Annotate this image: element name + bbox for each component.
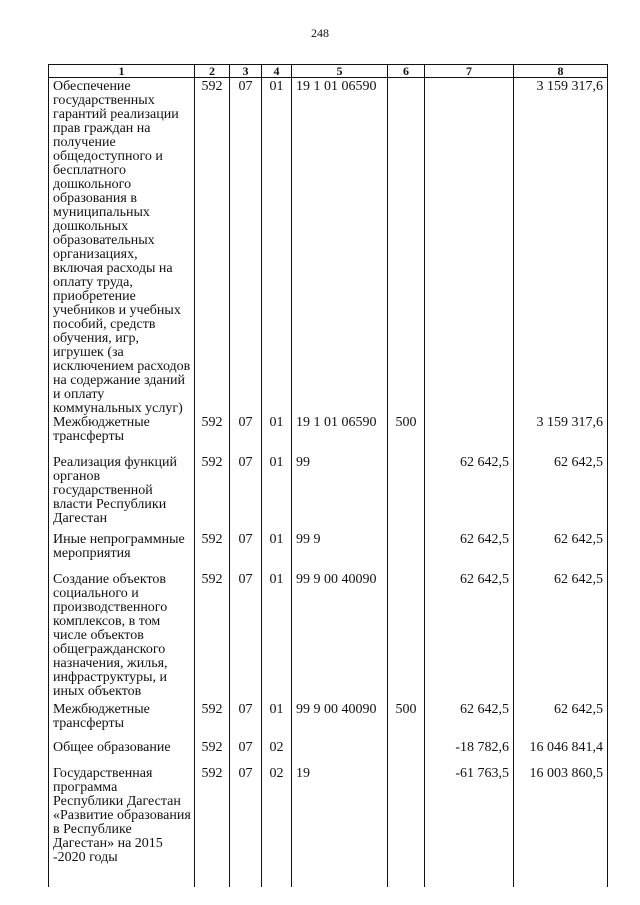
row-total: 16 003 860,5 [514, 767, 608, 887]
row-target-article [292, 741, 388, 767]
row-subsection: 01 [262, 78, 292, 417]
row-expense-type [388, 573, 425, 703]
row-change [425, 78, 514, 417]
row-change: -61 763,5 [425, 767, 514, 887]
row-target-article: 19 1 01 06590 [292, 416, 388, 456]
row-expense-type: 500 [388, 703, 425, 741]
row-subsection: 01 [262, 416, 292, 456]
row-subsection: 01 [262, 456, 292, 533]
row-ministry: 592 [195, 573, 230, 703]
header-col-5: 5 [292, 65, 388, 78]
row-name: Межбюджетные трансферты [49, 703, 195, 741]
row-total: 16 046 841,4 [514, 741, 608, 767]
header-col-6: 6 [388, 65, 425, 78]
row-change: 62 642,5 [425, 703, 514, 741]
row-change: 62 642,5 [425, 573, 514, 703]
row-name: Обеспечение государственных гарантий реализации прав граждан на получение общедоступного и бесплатного дошкольного образования в муниципальных дошкольных образовательных организациях, включая расходы на оплату труда, приобретение учебников и учебных пособий, средств обучения, игр, игрушек (за исключением расходов на содержание зданий и оплату коммунальных услуг) [49, 78, 195, 417]
row-total: 62 642,5 [514, 533, 608, 573]
row-total: 62 642,5 [514, 703, 608, 741]
row-target-article: 19 1 01 06590 [292, 78, 388, 417]
row-name: Государственная программа Республики Дагестан «Развитие образования в Республике Дагестан» на 2015 -2020 годы [49, 767, 195, 887]
row-change: 62 642,5 [425, 533, 514, 573]
table-row [49, 456, 608, 533]
row-name: Общее образование [49, 741, 195, 767]
row-ministry: 592 [195, 456, 230, 533]
table-row [49, 533, 608, 573]
row-expense-type [388, 767, 425, 887]
row-total: 62 642,5 [514, 456, 608, 533]
budget-table [48, 64, 608, 887]
row-section: 07 [230, 573, 262, 703]
row-change: -18 782,6 [425, 741, 514, 767]
row-ministry: 592 [195, 767, 230, 887]
row-name: Реализация функций органов государственной власти Республики Дагестан [49, 456, 195, 533]
row-section: 07 [230, 767, 262, 887]
row-target-article: 99 [292, 456, 388, 533]
row-expense-type [388, 741, 425, 767]
header-row [49, 65, 608, 78]
row-ministry: 592 [195, 416, 230, 456]
row-target-article: 99 9 [292, 533, 388, 573]
row-subsection: 01 [262, 703, 292, 741]
row-section: 07 [230, 703, 262, 741]
row-target-article: 19 [292, 767, 388, 887]
table-row [49, 703, 608, 741]
row-expense-type [388, 78, 425, 417]
row-ministry: 592 [195, 78, 230, 417]
table-row [49, 767, 608, 887]
row-total: 3 159 317,6 [514, 78, 608, 417]
row-ministry: 592 [195, 533, 230, 573]
table-row [49, 416, 608, 456]
row-subsection: 01 [262, 533, 292, 573]
row-total: 62 642,5 [514, 573, 608, 703]
row-total: 3 159 317,6 [514, 416, 608, 456]
row-section: 07 [230, 416, 262, 456]
row-expense-type [388, 533, 425, 573]
header-col-1: 1 [49, 65, 195, 78]
header-col-2: 2 [195, 65, 230, 78]
row-ministry: 592 [195, 741, 230, 767]
row-name: Межбюджетные трансферты [49, 416, 195, 456]
row-section: 07 [230, 741, 262, 767]
row-expense-type: 500 [388, 416, 425, 456]
table-row [49, 741, 608, 767]
header-col-7: 7 [425, 65, 514, 78]
row-change: 62 642,5 [425, 456, 514, 533]
table-row [49, 573, 608, 703]
row-name: Иные непрограммные мероприятия [49, 533, 195, 573]
header-col-8: 8 [514, 65, 608, 78]
row-section: 07 [230, 456, 262, 533]
row-section: 07 [230, 78, 262, 417]
row-name: Создание объектов социального и производственного комплексов, в том числе объектов общегражданского назначения, жилья, инфраструктуры, и иных объектов [49, 573, 195, 703]
header-col-4: 4 [262, 65, 292, 78]
row-ministry: 592 [195, 703, 230, 741]
row-target-article: 99 9 00 40090 [292, 703, 388, 741]
row-change [425, 416, 514, 456]
row-expense-type [388, 456, 425, 533]
row-subsection: 02 [262, 767, 292, 887]
row-subsection: 02 [262, 741, 292, 767]
row-subsection: 01 [262, 573, 292, 703]
header-col-3: 3 [230, 65, 262, 78]
table-row [49, 78, 608, 417]
row-section: 07 [230, 533, 262, 573]
page-number: 248 [311, 26, 329, 40]
row-target-article: 99 9 00 40090 [292, 573, 388, 703]
